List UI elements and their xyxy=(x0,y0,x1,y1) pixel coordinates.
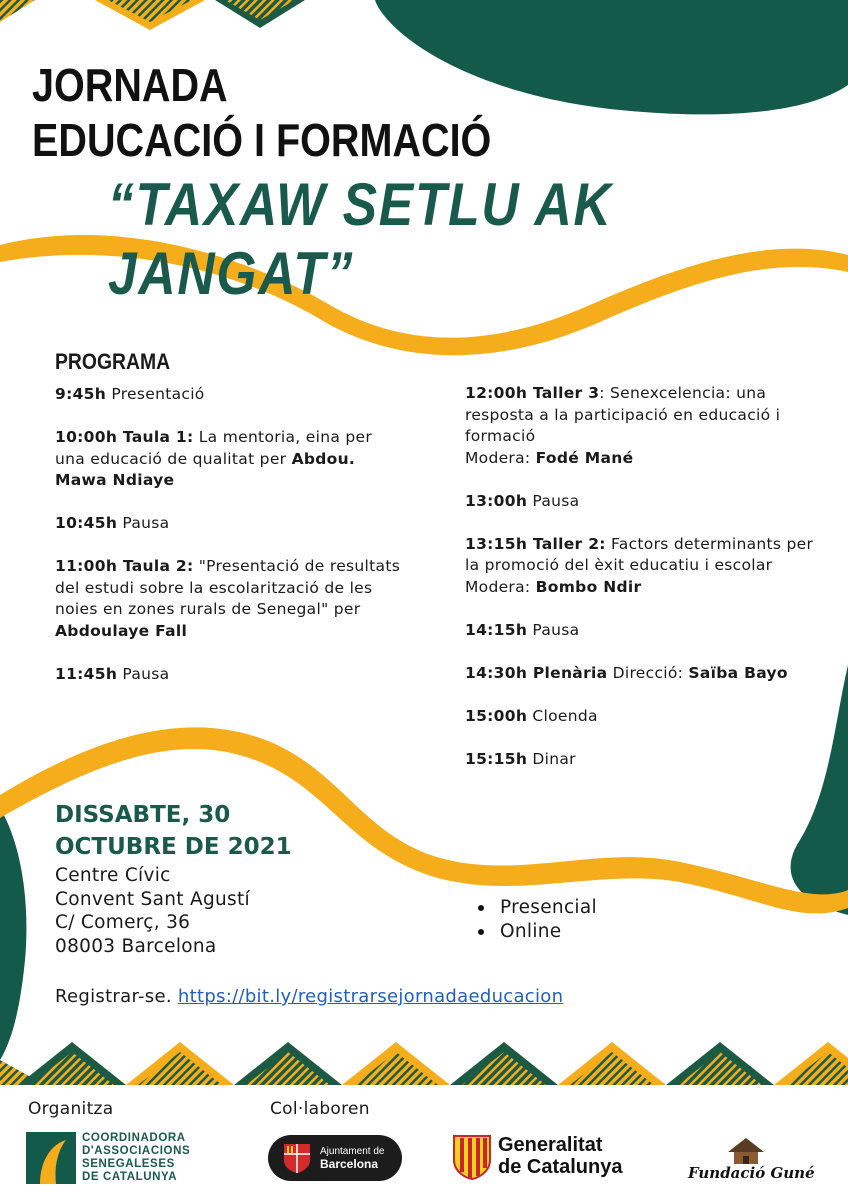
item-time: 15:15h xyxy=(465,749,528,768)
programme-left-column xyxy=(55,384,407,707)
senyera-icon xyxy=(452,1134,492,1180)
item-time: 10:45h xyxy=(55,514,118,532)
item-time: 14:15h xyxy=(465,620,528,639)
generalitat-logo xyxy=(452,1134,652,1184)
programme-item xyxy=(465,491,815,513)
item-text: La mentoria, eina per una educació de qualitat per xyxy=(55,428,372,468)
organitza-label: Organitza xyxy=(28,1099,114,1119)
item-speaker: Abdoulaye Fall xyxy=(55,621,188,640)
register-link[interactable]: https://bit.ly/registrarsejornadaeducacion xyxy=(177,986,564,1007)
barcelona-shield-icon xyxy=(282,1142,312,1174)
venue-line: C/ Comerç, 36 xyxy=(55,912,191,933)
programme-item xyxy=(55,513,407,535)
moderator-label: Modera: xyxy=(465,448,536,467)
coordinadora-logo-text: COORDINADORA D'ASSOCIACIONS SENEGALESES DE CATALUNYA xyxy=(82,1132,191,1183)
hut-icon xyxy=(726,1138,766,1166)
top-right-blob xyxy=(375,0,848,114)
fundacio-guni-logo xyxy=(688,1138,818,1188)
programme-item xyxy=(465,620,815,642)
item-time: 10:00h xyxy=(55,428,118,446)
fundacio-guni-text: Fundació Guné xyxy=(688,1164,815,1182)
item-text: Pausa xyxy=(117,664,170,683)
moderator-name: Bombo Ndir xyxy=(535,577,642,596)
ajuntament-line-1: Ajuntament de xyxy=(320,1146,385,1157)
item-text: Cloenda xyxy=(527,706,598,725)
item-text: Direcció: xyxy=(607,663,689,682)
generalitat-line-1: Generalitat xyxy=(498,1134,603,1156)
programme-item xyxy=(465,749,815,771)
venue-line: Convent Sant Agustí xyxy=(55,888,250,910)
mode-item: Online xyxy=(476,920,597,944)
item-time: 13:15h xyxy=(465,534,528,553)
item-time: 12:00h xyxy=(465,384,528,402)
bottom-pattern xyxy=(0,1042,848,1085)
lower-left-blob xyxy=(0,808,26,1060)
ajuntament-barcelona-logo xyxy=(268,1135,402,1181)
item-label: Taula 2: xyxy=(117,557,194,575)
item-text: Pausa xyxy=(527,491,580,510)
coordinadora-logo-mark xyxy=(26,1132,76,1184)
venue-address xyxy=(55,864,250,958)
item-text: Pausa xyxy=(527,620,580,639)
item-label: Taula 1: xyxy=(117,428,194,446)
ajuntament-line-2: Barcelona xyxy=(320,1157,379,1171)
programme-right-column xyxy=(465,383,815,792)
item-time: 11:00h xyxy=(55,557,118,575)
item-label: Plenària xyxy=(527,663,608,682)
title-line-2: EDUCACIÓ I FORMACIÓ xyxy=(32,114,492,166)
item-speaker: Abdou. Mawa Ndiaye xyxy=(55,449,356,489)
item-text: Pausa xyxy=(117,514,170,532)
moderator-name: Fodé Mané xyxy=(535,448,634,467)
programme-item xyxy=(55,427,407,492)
date-line-1: DISSABTE, 30 xyxy=(55,802,231,828)
programme-item xyxy=(465,534,815,599)
venue-line: Centre Cívic xyxy=(55,865,171,886)
item-speaker: Saïba Bayo xyxy=(688,663,788,682)
title-line-1: JORNADA xyxy=(32,59,228,111)
title-line-3: “TAXAW SETLU AK JANGAT” xyxy=(108,171,613,307)
programa-heading: PROGRAMA xyxy=(55,349,171,374)
programme-item xyxy=(55,664,407,686)
item-time: 15:00h xyxy=(465,706,528,725)
item-text: : Senexcelencia: una resposta a la participació en educació i formació xyxy=(465,384,781,445)
item-time: 14:30h xyxy=(465,663,528,682)
mode-item: Presencial xyxy=(476,896,597,920)
programme-item xyxy=(465,663,815,685)
item-text: "Presentació de resultats del estudi sobre la escolarització de les noies en zones rurals de Senegal" per xyxy=(55,557,401,618)
programme-item xyxy=(465,706,815,728)
top-pattern xyxy=(0,0,305,30)
item-text: Factors determinants per la promoció del èxit educatiu i escolar xyxy=(465,534,814,574)
register-label: Registrar-se. xyxy=(55,986,178,1007)
venue-line: 08003 Barcelona xyxy=(55,935,217,957)
collaboren-label: Col·laboren xyxy=(270,1099,370,1119)
item-time: 9:45h xyxy=(55,385,107,403)
item-text: Presentació xyxy=(106,385,205,403)
event-date xyxy=(55,799,292,863)
item-text: Dinar xyxy=(527,749,576,768)
register-line xyxy=(55,986,563,1007)
programme-item xyxy=(465,383,815,469)
coordinadora-logo xyxy=(26,1132,211,1184)
item-label: Taller 2: xyxy=(527,534,606,553)
item-time: 13:00h xyxy=(465,491,528,510)
item-time: 11:45h xyxy=(55,664,118,683)
attendance-modes-list xyxy=(476,896,597,943)
date-line-2: OCTUBRE DE 2021 xyxy=(55,834,292,860)
programme-item xyxy=(55,556,407,642)
programme-item xyxy=(55,384,407,406)
generalitat-line-2: de Catalunya xyxy=(498,1156,623,1178)
moderator-label: Modera: xyxy=(465,577,536,596)
item-label: Taller 3 xyxy=(527,384,600,402)
